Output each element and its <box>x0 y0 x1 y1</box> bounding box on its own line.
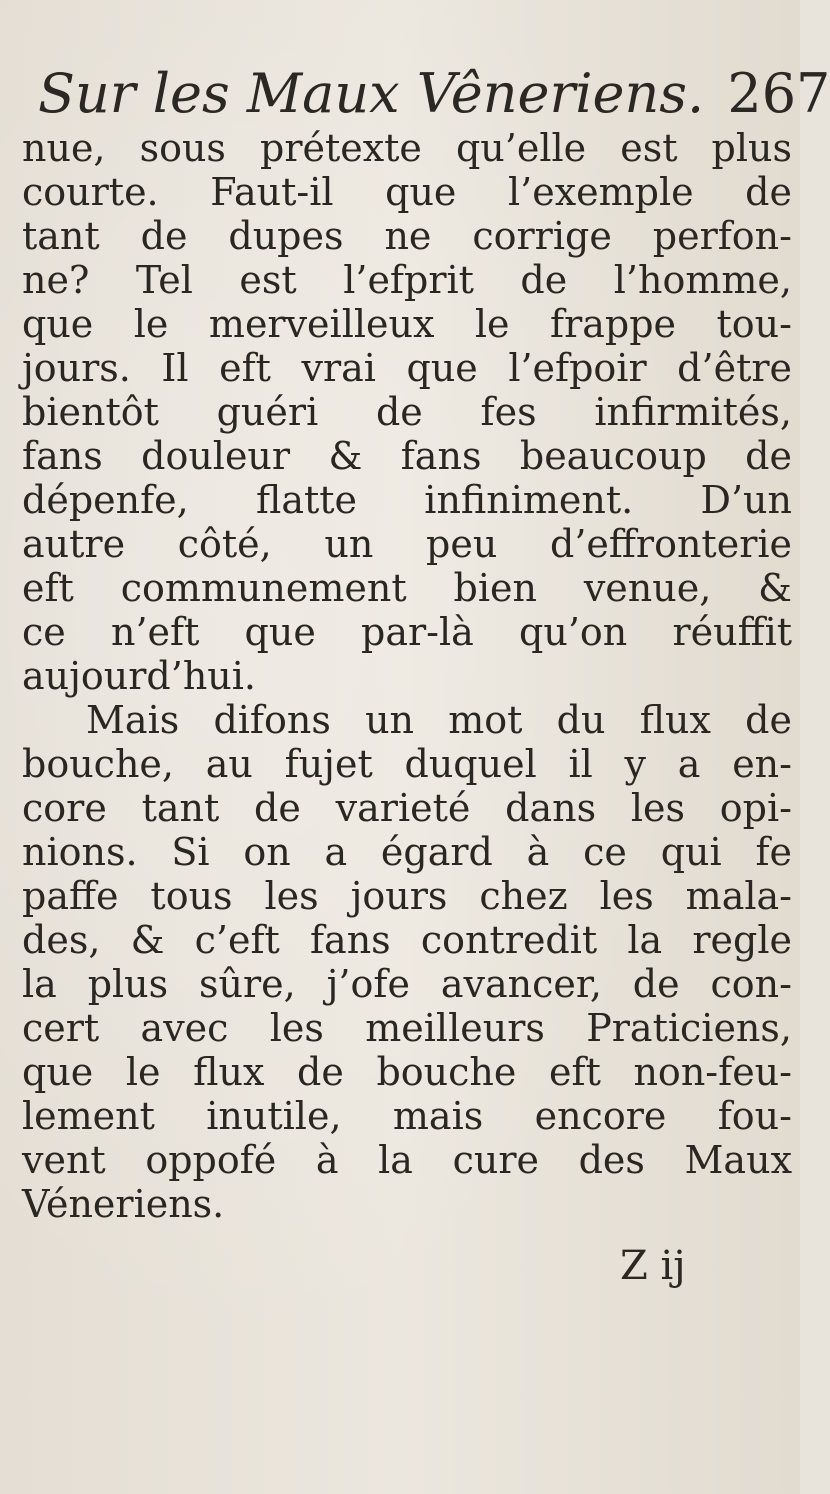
text-line: bientôt guéri de fes infirmités, <box>22 390 792 434</box>
running-title: Sur les Maux Vêneriens. <box>38 62 705 125</box>
text-line: ne? Tel est l’efprit de l’homme, <box>22 258 792 302</box>
text-line: tant de dupes ne corrige perfon- <box>22 214 792 258</box>
text-line: core tant de varieté dans les opi- <box>22 786 792 830</box>
paragraph-start-line: Mais difons un mot du flux de <box>86 698 792 742</box>
text-line: dépenfe, flatte infiniment. D’un <box>22 478 792 522</box>
text-line: courte. Faut-il que l’exemple de <box>22 170 792 214</box>
text-line: nue, sous prétexte qu’elle est plus <box>22 126 792 170</box>
text-line: des, & c’eft fans contredit la regle <box>22 918 792 962</box>
text-line: nions. Si on a égard à ce qui fe <box>22 830 792 874</box>
body-text <box>22 126 792 1226</box>
paragraph-end-line: Véneriens. <box>22 1182 225 1226</box>
text-line: eft communement bien venue, & <box>22 566 792 610</box>
text-line: lement inutile, mais encore fou- <box>22 1094 792 1138</box>
text-line: fans douleur & fans beaucoup de <box>22 434 792 478</box>
text-line: vent oppofé à la cure des Maux <box>22 1138 792 1182</box>
text-line: autre côté, un peu d’effronterie <box>22 522 792 566</box>
text-line: que le flux de bouche eft non-feu- <box>22 1050 792 1094</box>
text-line: ce n’eft que par-là qu’on réuffit <box>22 610 792 654</box>
text-line: paffe tous les jours chez les mala- <box>22 874 792 918</box>
text-line: jours. Il eft vrai que l’efpoir d’être <box>22 346 792 390</box>
text-line: bouche, au fujet duquel il y a en- <box>22 742 792 786</box>
signature-mark: Z ij <box>620 1243 686 1289</box>
text-line: la plus sûre, j’ofe avancer, de con- <box>22 962 792 1006</box>
text-line: que le merveilleux le frappe tou- <box>22 302 792 346</box>
paragraph-end-line: aujourd’hui. <box>22 654 257 698</box>
running-header <box>38 62 830 126</box>
text-line: cert avec les meilleurs Praticiens, <box>22 1006 792 1050</box>
page-number: 267 <box>727 62 830 125</box>
